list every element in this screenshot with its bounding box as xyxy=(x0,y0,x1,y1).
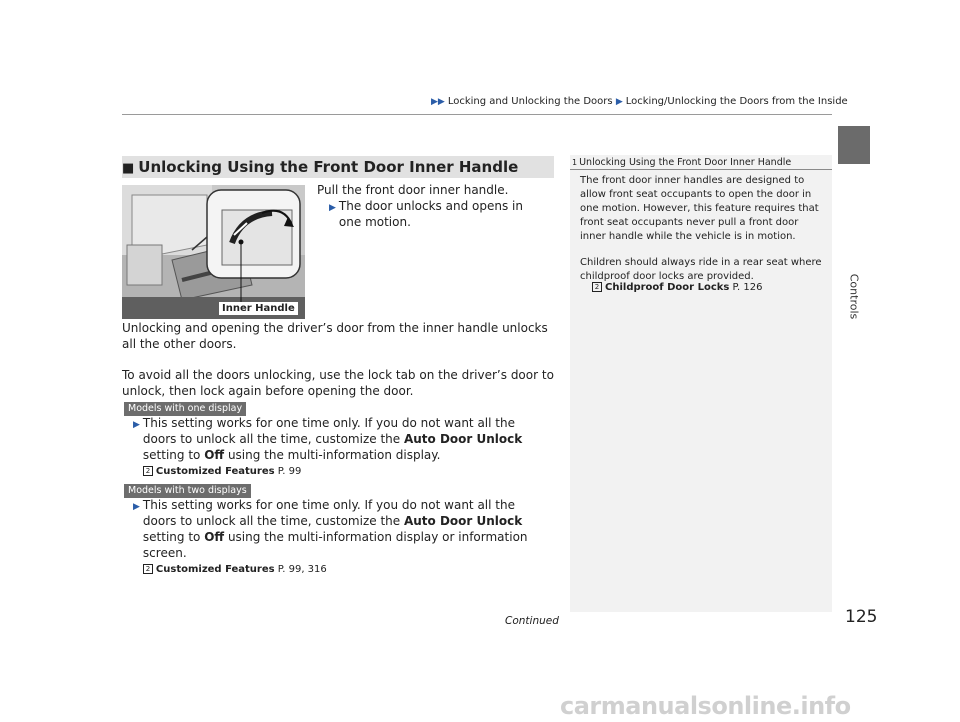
cross-reference[interactable] xyxy=(143,464,547,480)
xref-title: Customized Features xyxy=(155,466,275,477)
cross-reference[interactable] xyxy=(592,282,762,293)
arrow-right-icon: ▶ xyxy=(133,502,140,512)
note-text: using the multi-information display. xyxy=(224,448,441,462)
setting-value: Off xyxy=(204,448,225,462)
cross-reference[interactable] xyxy=(143,562,547,578)
sidebar-paragraph: Children should always ride in a rear seat where childproof door locks are provided. xyxy=(580,257,822,282)
note-text: This setting works for one time only. If you do not want all the doors to unlock all the time, customize the xyxy=(142,416,515,446)
model-note xyxy=(133,497,555,578)
xref-page: P. 99, 316 xyxy=(274,564,327,575)
door-handle-illustration xyxy=(122,185,305,319)
note-marker-icon: 1 xyxy=(572,158,578,167)
reference-arrow-icon: 2 xyxy=(143,466,153,476)
substep-text: The door unlocks and opens in one motion. xyxy=(338,199,523,229)
sidebar-title-text: Unlocking Using the Front Door Inner Handle xyxy=(579,157,792,168)
note-text: setting to xyxy=(142,530,205,544)
model-badge: Models with two displays xyxy=(124,484,251,498)
sidebar-paragraph: The front door inner handles are designed to allow front seat occupants to open the door in one motion. However, this feature requires that front seat occupants never pull a front door inner handle while the vehicle is in motion. xyxy=(580,175,819,242)
arrow-right-icon: ▶ xyxy=(329,203,336,213)
page-number: 125 xyxy=(845,607,878,627)
section-title xyxy=(122,156,554,178)
note-text: setting to xyxy=(142,448,205,462)
instruction-step: Pull the front door inner handle. xyxy=(317,183,509,197)
section-title-text: Unlocking Using the Front Door Inner Handle xyxy=(138,158,519,176)
setting-name: Auto Door Unlock xyxy=(403,432,523,446)
setting-name: Auto Door Unlock xyxy=(403,514,523,528)
breadcrumb-item: Locking and Unlocking the Doors xyxy=(447,96,613,107)
breadcrumb-item: Locking/Unlocking the Doors from the Inside xyxy=(625,96,848,107)
arrow-right-icon: ▶ xyxy=(133,420,140,430)
xref-title: Childproof Door Locks xyxy=(605,282,730,293)
chapter-tab-label: Controls xyxy=(847,273,861,320)
sidebar-title xyxy=(572,157,830,168)
breadcrumb xyxy=(431,96,848,107)
header-divider xyxy=(122,114,832,115)
xref-title: Customized Features xyxy=(155,564,275,575)
note-text: This setting works for one time only. If you do not want all the doors to unlock all the time, customize the xyxy=(142,498,515,528)
arrow-right-icon: ▶▶ xyxy=(431,97,445,107)
setting-value: Off xyxy=(204,530,225,544)
chapter-tab-marker xyxy=(838,126,870,164)
arrow-right-icon: ▶ xyxy=(615,97,623,107)
model-note xyxy=(133,415,555,480)
sidebar-divider xyxy=(570,169,832,170)
xref-page: P. 99 xyxy=(274,466,302,477)
note-text: using the multi-information display or information screen. xyxy=(142,530,528,560)
model-badge: Models with one display xyxy=(124,402,246,416)
paragraph: To avoid all the doors unlocking, use the lock tab on the driver’s door to unlock, then lock again before opening the door. xyxy=(122,368,554,398)
continued-label: Continued xyxy=(505,615,559,627)
paragraph: Unlocking and opening the driver’s door from the inner handle unlocks all the other doors. xyxy=(122,321,548,351)
sidebar-body xyxy=(580,174,825,296)
reference-arrow-icon: 2 xyxy=(592,282,602,292)
instruction-substep xyxy=(329,198,549,230)
square-bullet-icon: ■ xyxy=(122,161,135,176)
reference-arrow-icon: 2 xyxy=(143,564,153,574)
callout-label: Inner Handle xyxy=(219,302,298,315)
xref-page: P. 126 xyxy=(729,282,763,293)
watermark: carmanualsonline.info xyxy=(560,692,851,720)
